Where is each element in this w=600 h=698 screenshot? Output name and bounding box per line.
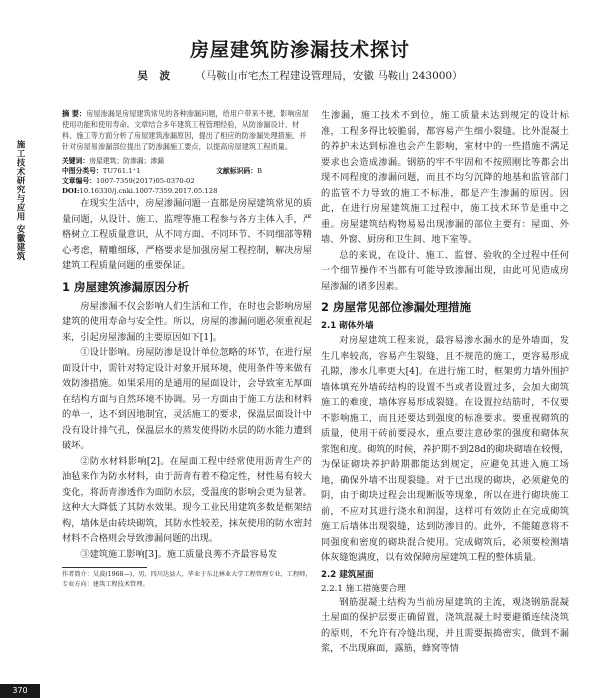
doi: DOI:10.16330/j.cnki.1007-7359.2017.05.128 <box>62 187 218 195</box>
author-line <box>0 68 600 83</box>
continued-paragraph: 生渗漏，施工技术不到位，施工质量未达到规定的设计标准，工程多得比较脆弱，都容易产生细小裂缝。比外混凝土的养护未达到标准也会产生影响，室材中的一些措施不满足要求也会造成渗漏。钢筋的牢不牢固和不按照刚比等都会出现不同程度的渗漏问题，而且不均匀沉降的地基和监管部门的监管不力导致的施工不标准，都是产生渗漏的原因。因此，在进行房屋建筑施工过程中，施工技术环节是重中之重。房屋建筑结构物易易出现渗漏的部位主要有：屋面、外墙、外窗、厨房和卫生间、地下室等。 <box>321 110 569 245</box>
author-affiliation: （马鞍山市宅杰工程建设管理局，安徽 马鞍山 243000） <box>195 70 463 82</box>
subsection-2-2-1-heading: 2.2.1 施工措施要合理 <box>321 583 406 594</box>
document-code: 文献标识码：B <box>216 167 262 175</box>
abstract <box>62 108 312 152</box>
section-1-paragraph: ③建筑施工影响[3]。施工质量良莠不齐最容易发 <box>80 548 278 560</box>
paper-title: 房屋建筑防渗漏技术探讨 <box>189 39 410 61</box>
intro-paragraph: 在现实生活中，房屋渗漏问题一直都是房屋建筑常见的质量问题，从设计、施工、监理等施工程参与各方主体入手，严格树立工程质量意识，从不同方面、不同环节、不同细部等精心考虑，精雕细琢，严格要求是加强房屋工程控制，解决房屋建筑工程质量问题的重要保证。 <box>62 198 312 271</box>
right-column <box>321 108 569 657</box>
author-name: 吴 波 <box>137 70 175 82</box>
footnote-rule <box>62 567 147 568</box>
journal-side-label: 施工技术研究与应用 安徽建筑 <box>15 140 25 261</box>
section-1-paragraph: ②防水材料影响[2]。在屋面工程中经常使用沥青生产的油毡来作为防水材料，由于沥青有着不稳定性，材性易有较大变化，将沥青渗透作为面防水层，受温度的影响会更为显著。这种大大降低了其防水效果。现今工业民用建筑多数是框架结构，墙体是由砖块砌筑，其防水性较差，抹灰使用的防水密封材料不合格则会导致渗漏问题的出现。 <box>62 455 312 544</box>
subsection-2-2-heading: 2.2 建筑屋面 <box>321 569 374 580</box>
page-number: 370 <box>0 684 40 698</box>
keywords <box>62 156 312 166</box>
section-1-paragraph: ①设计影响。房屋防渗是设计单位忽略的环节，在进行屋面设计中，需针对特定设计对象开展环境，使用条件等来做有效防渗措施。如果采用的是通用的屋面设计，会导致室无厚面在结构方面与自然环境不协调。另一方面由于施工方法和材料的单一，达不到因地制宜，灵活施工的要求，保温层面设计中没有设计排气孔，保温层水的蒸发使得防水层的防水能力遭到破坏。 <box>62 347 312 451</box>
clc-code: 中图分类号：TU761.1⁺1 <box>62 167 141 175</box>
keywords-label: 关键词： <box>62 157 90 165</box>
abstract-label: 摘 要： <box>62 109 87 118</box>
section-1-heading: 1 房屋建筑渗漏原因分析 <box>62 279 190 294</box>
classification-row <box>62 166 262 176</box>
section-2-heading: 2 房屋常见部位渗漏处理措施 <box>321 300 472 314</box>
article-number: 文章编号：1007-7359(2017)05-0370-02 <box>62 177 195 185</box>
section-1-paragraph: 房屋渗漏不仅会影响人们生活和工作，在时也会影响房屋建筑的使用寿命与安全性。所以，房屋的渗漏问题必须重视起来，引起房屋渗漏的主要原因如下[1]。 <box>62 300 312 343</box>
subsection-2-2-1-paragraph: 钢筋混凝土结构为当前房屋建筑的主流，观浇钢筋混凝土屋面的保护层要正确留置，浇筑混凝土时要避循连续浇筑的原则，不允许有冷缝出现，并且需要振捣密实，做到不漏浆，不出现麻面，露筋，蜂窝等情 <box>321 596 569 654</box>
subsection-2-1-paragraph: 对房屋建筑工程来说，最容易渗水漏水的是外墙面，发生几率较高，容易产生裂缝，且不规范的施工，更容易形成孔隙，渗水几率更大[4]。在进行施工时，框架剪力墙外围护墙体填充外墙砖结构的设置不当或者设置过多，会加大砌筑施工的难度，墙体容易形成裂缝。在设置拉结筋时，不仅要不影响施工，而且还要达到强度的标准要求。要重视砌筑的质量，使用干砖前要浸水，重点要注意砂浆的强度和砌体灰浆饱和度。砌筑的时候，养护期不到28d的砌块砌墙在较慢，为保证砌块养护龄期都能达到规定，应避免其进入施工场地，确保外墙不出现裂缝。对于已出现的砌块，必须避免的阴，由于砌块过程会出现断版等现象，所以在进行砌块施工前，不应对其进行浇水和润湿，这样可有效防止在完成砌筑施工后墙体出现裂缝，达到防渗目的。此外，不能随意将不同强度和密度的砌块混合使用。完成砌筑后，必须要检测墙体灰缝饱满度，以有效保障房屋建筑工程的整体质量。 <box>321 335 569 563</box>
left-column <box>62 108 312 589</box>
subsection-2-1-heading: 2.1 砌体外墙 <box>321 321 374 331</box>
keywords-text: 房屋建筑；防渗漏；渗漏 <box>89 157 164 165</box>
author-footnote: 作者简介：吴波(1968—)，男，四川达县人，毕业于东北林业大学工程管理专业，工程师，专业方向：建筑工程技术管理。 <box>62 571 312 588</box>
summary-paragraph: 总的来说，在设计、施工、监督、验收的全过程中任何一个细节操作不当都有可能导致渗漏出现，由此可见造成房屋渗漏的诸多因素。 <box>321 249 569 292</box>
abstract-text: 房屋渗漏是房屋建筑常见的各种渗漏问题，给用户带来不便，影响房屋使用功能和使用寿命。文章结合多年建筑工程管理经验，从防渗漏设计、材料、施工等方面分析了房屋建筑渗漏原因，提出了相应的防渗漏处理措施，并针对房屋易渗漏部位提出了防渗漏施工要点，以提高房屋建筑工程质量。 <box>62 109 309 151</box>
